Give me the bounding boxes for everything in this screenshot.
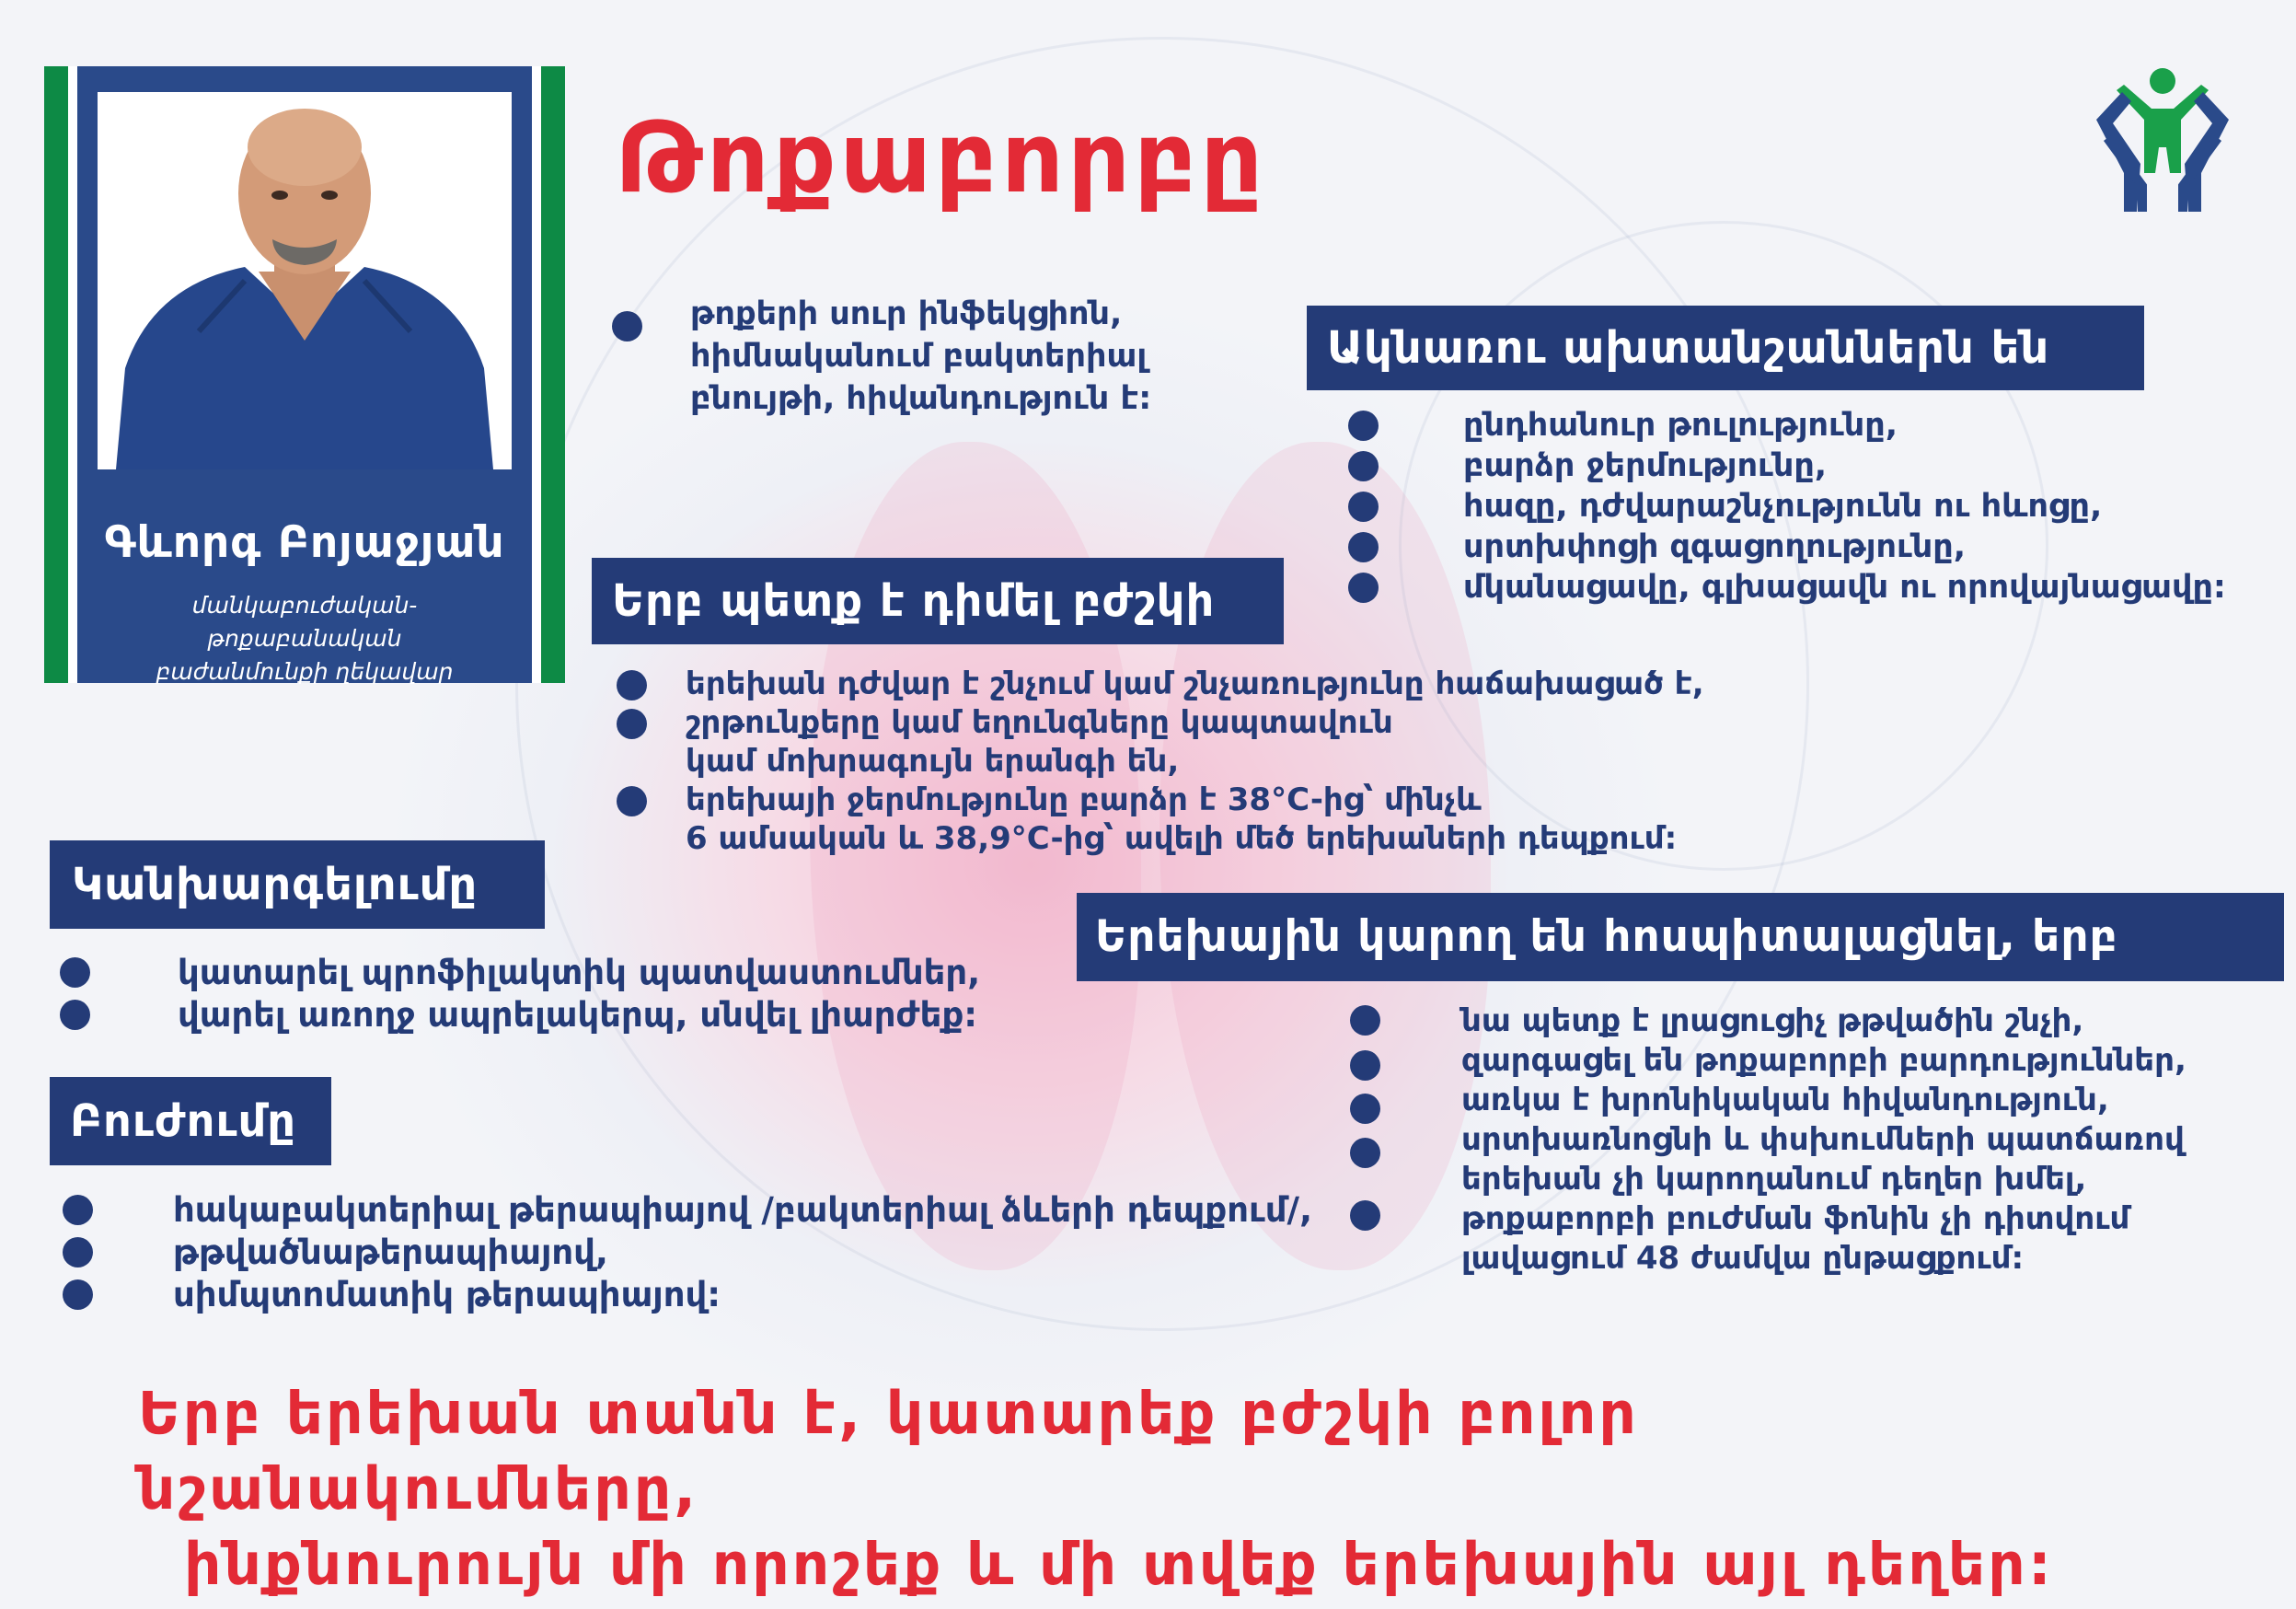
bullet-dot: [612, 311, 642, 341]
definition-item: [612, 293, 1151, 420]
hospital-text: զարգացել են թոքաբորբի բարդություններ,: [1461, 1042, 2186, 1079]
symptom-text: ընդհանուր թուլությունը,: [1463, 407, 1898, 444]
hospital-dots: [1350, 1005, 1380, 1244]
page-title: Թոքաբորբը: [615, 101, 1267, 214]
treatment-list: [63, 1189, 1312, 1316]
treatment-item: [63, 1274, 1312, 1316]
when-doctor-text: շրթունքերը կամ եղունգները կապտավուն: [686, 704, 1393, 741]
doctor-role: [96, 589, 513, 689]
bullet-dot: [1350, 1005, 1380, 1036]
symptom-item: [1348, 446, 2226, 486]
when-doctor-heading: Երբ պետք է դիմել բժշկի: [592, 558, 1284, 644]
doctor-name: Գևորգ Բոյաջյան: [104, 517, 505, 568]
treatment-heading: Բուժումը: [50, 1077, 331, 1165]
hospital-heading: Երեխային կարող են հոսպիտալացնել, երբ: [1077, 893, 2284, 981]
when-doctor-text: երեխան դժվար է շնչում կամ շնչառությունը հաճախացած է,: [686, 666, 1704, 702]
symptom-text: մկանացավը, գլխացավն ու որովայնացավը:: [1463, 569, 2226, 606]
bullet-dot: [60, 957, 90, 988]
symptom-item: [1348, 405, 2226, 446]
bullet-dot: [1348, 451, 1379, 481]
bullet-dot: [63, 1237, 93, 1268]
hospital-text: առկա է խրոնիկական հիվանդություն,: [1461, 1082, 2109, 1118]
hospital-text: երեխան չի կարողանում դեղեր խմել,: [1461, 1161, 2087, 1198]
hands-child-logo-icon: [2089, 64, 2236, 235]
doctor-card: [44, 66, 565, 683]
symptom-item: [1348, 486, 2226, 527]
doctor-role-line: մանկաբուժական-թոքաբանական: [191, 592, 418, 652]
when-doctor-item: [617, 703, 1704, 781]
prevention-text: կատարել պրոֆիլակտիկ պատվաստումներ,: [178, 953, 981, 992]
symptom-text: հազը, դժվարաշնչությունն ու հևոցը,: [1463, 488, 2103, 525]
when-doctor-text: երեխայի ջերմությունը բարձր է 38°C-ից՝ մինչև: [686, 781, 1482, 818]
prevention-heading: Կանխարգելումը: [50, 840, 545, 929]
hospital-text: լավացում 48 ժամվա ընթացքում:: [1461, 1240, 2025, 1277]
bullet-dot: [60, 1000, 90, 1030]
hospital-text: նա պետք է լրացուցիչ թթվածին շնչի,: [1461, 1002, 2084, 1039]
when-doctor-text: կամ մոխրագույն երանգի են,: [686, 743, 1180, 780]
bullet-dot: [1350, 1138, 1380, 1168]
bullet-dot: [1350, 1050, 1380, 1081]
bullet-dot: [1348, 411, 1379, 441]
prevention-item: [60, 994, 980, 1036]
symptoms-list: [1348, 405, 2226, 608]
green-stripe-left: [44, 66, 68, 683]
treatment-text: հակաբակտերիալ թերապիայով /բակտերիալ ձևերի դեպքում/,: [173, 1190, 1313, 1230]
prevention-list: [60, 952, 980, 1036]
footer-line: ինքնուրույն մի որոշեք և մի տվեք երեխային այլ դեղեր:: [184, 1531, 2054, 1598]
symptom-item: [1348, 567, 2226, 608]
bullet-dot: [63, 1279, 93, 1310]
treatment-text: սիմպտոմատիկ թերապիայով:: [173, 1275, 721, 1314]
green-stripe-right: [541, 66, 565, 683]
definition-line: բնույթի, հիվանդություն է:: [690, 380, 1152, 417]
bullet-dot: [1350, 1094, 1380, 1124]
doctor-photo: [98, 92, 512, 469]
when-doctor-item: [617, 781, 1704, 858]
symptom-text: բարձր ջերմությունը,: [1463, 447, 1828, 484]
when-doctor-text: 6 ամսական և 38,9°C-ից՝ ավելի մեծ երեխաների դեպքում:: [686, 820, 1678, 857]
definition-list: [612, 293, 1151, 420]
bullet-dot: [1348, 492, 1379, 522]
bullet-dot: [617, 786, 647, 816]
definition-line: թոքերի սուր ինֆեկցիոն,: [690, 295, 1123, 332]
treatment-item: [63, 1232, 1312, 1274]
bullet-dot: [1350, 1200, 1380, 1231]
symptoms-heading: Ակնառու ախտանշաններն են: [1307, 306, 2144, 390]
bullet-dot: [1348, 532, 1379, 562]
prevention-item: [60, 952, 980, 994]
treatment-text: թթվածնաթերապիայով,: [173, 1233, 608, 1272]
bullet-dot: [617, 670, 647, 700]
definition-line: հիմնականում բակտերիալ: [690, 338, 1148, 375]
hospital-text: սրտխառնոցնի և փսխումների պատճառով: [1461, 1121, 2185, 1158]
hospital-text: թոքաբորբի բուժման ֆոնին չի դիտվում: [1461, 1200, 2130, 1237]
bullet-dot: [63, 1195, 93, 1225]
prevention-text: վարել առողջ ապրելակերպ, սնվել լիարժեք:: [178, 995, 978, 1035]
bullet-dot: [1348, 573, 1379, 603]
symptom-item: [1348, 527, 2226, 567]
footer-line: Երբ երեխան տանն է, կատարեք բժշկի բոլոր նշանակումները,: [138, 1380, 1639, 1522]
bullet-dot: [617, 709, 647, 739]
symptom-text: սրտխփոցի զգացողությունը,: [1463, 528, 1967, 565]
doctor-role-line: բաժանմունքի ղեկավար: [156, 658, 454, 685]
when-doctor-list: [617, 665, 1704, 858]
treatment-item: [63, 1189, 1312, 1232]
doctor-panel: [77, 66, 532, 683]
footer-warning: [138, 1376, 2163, 1603]
when-doctor-item: [617, 665, 1704, 703]
hospital-list: [1461, 1001, 2186, 1279]
